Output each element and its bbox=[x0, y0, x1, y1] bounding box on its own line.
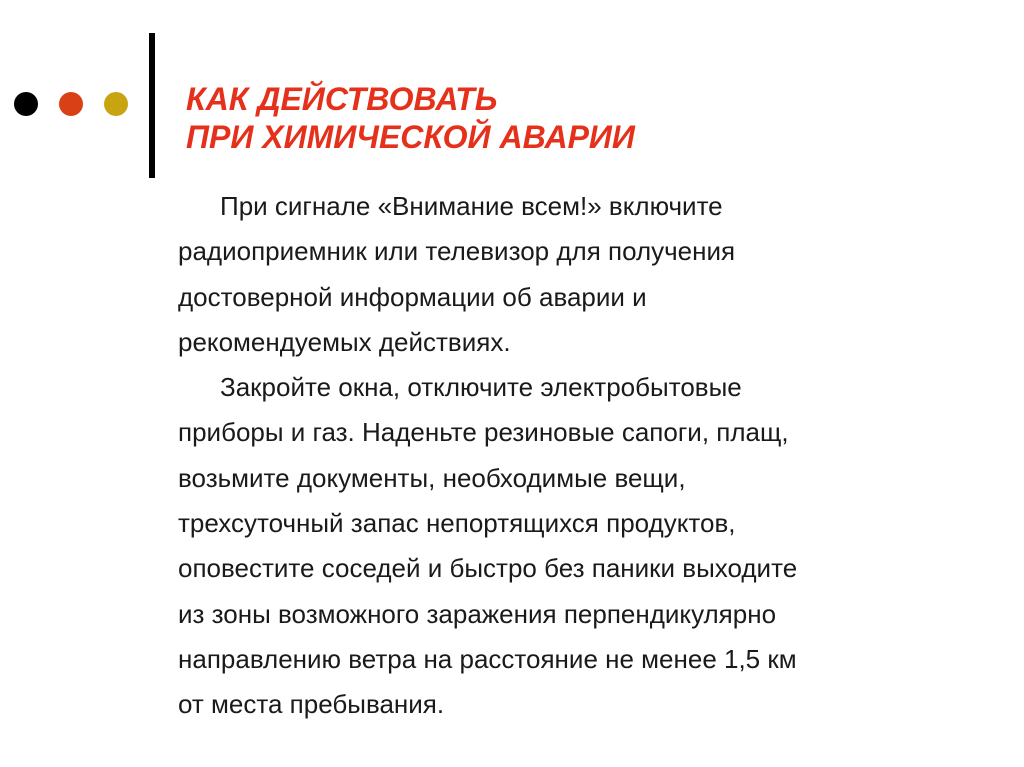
paragraph-1-line: При сигнале «Внимание всем!» включите bbox=[220, 191, 723, 221]
paragraph-2-line: из зоны возможного заражения перпендикулярно bbox=[178, 598, 777, 629]
paragraph-2-line: приборы и газ. Наденьте резиновые сапоги, плащ, bbox=[178, 417, 789, 448]
paragraph-2-line: от места пребывания. bbox=[178, 689, 445, 720]
paragraph-1-line: радиоприемник или телевизор для получения bbox=[178, 236, 736, 267]
paragraph-2-line: направлению ветра на расстояние не менее 1,5 км bbox=[178, 643, 797, 674]
title-line-1: КАК ДЕЙСТВОВАТЬ bbox=[186, 81, 498, 117]
paragraph-2-line: оповестите соседей и быстро без паники выходите bbox=[178, 553, 798, 584]
paragraph-2-line: трехсуточный запас непортящихся продуктов, bbox=[178, 508, 736, 539]
paragraph-1-line: достоверной информации об аварии и bbox=[178, 281, 647, 312]
paragraph-2-line: возьмите документы, необходимые вещи, bbox=[178, 462, 686, 493]
black-dot-icon bbox=[14, 92, 38, 116]
slide-title bbox=[186, 80, 635, 156]
vertical-divider bbox=[149, 33, 155, 178]
gold-dot-icon bbox=[104, 92, 128, 116]
body-text bbox=[178, 184, 978, 728]
title-line-2: ПРИ ХИМИЧЕСКОЙ АВАРИИ bbox=[186, 119, 635, 155]
red-dot-icon bbox=[59, 92, 83, 116]
paragraph-1-line: рекомендуемых действиях. bbox=[178, 326, 511, 357]
paragraph-2-line: Закройте окна, отключите электробытовые bbox=[220, 372, 742, 403]
